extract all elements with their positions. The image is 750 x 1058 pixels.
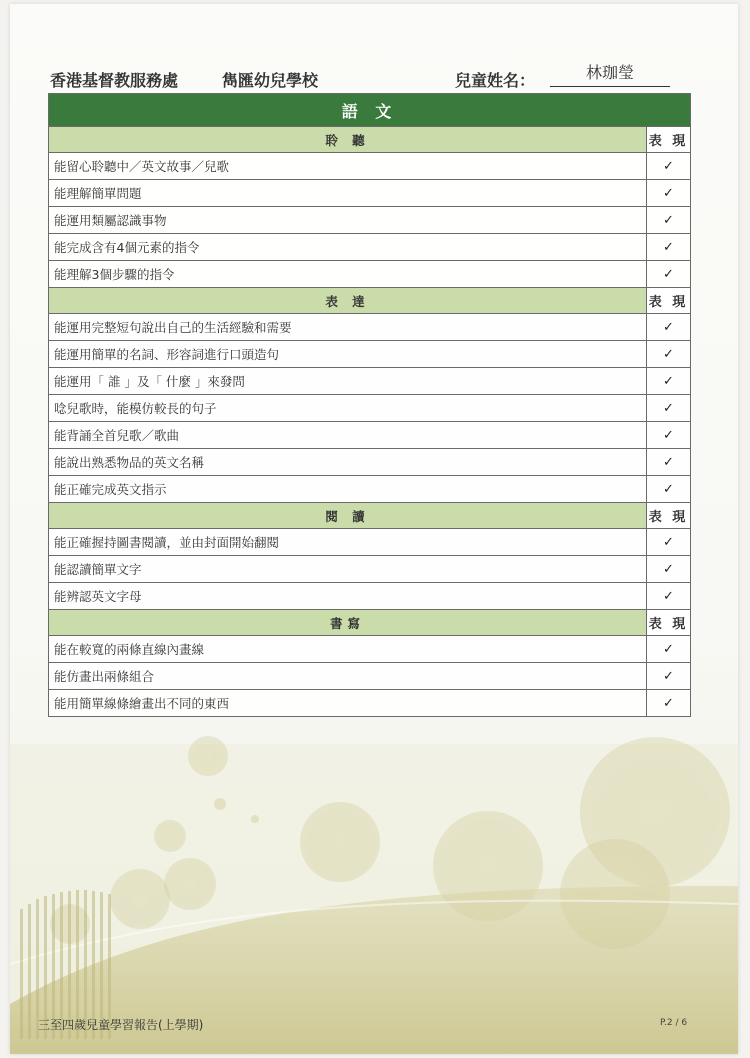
table-row bbox=[49, 314, 691, 341]
section-title-reading: 閱 讀 bbox=[49, 503, 647, 529]
check-mark: ✓ bbox=[647, 690, 691, 717]
child-name-value: 林珈瑩 bbox=[550, 60, 670, 87]
table-row bbox=[49, 341, 691, 368]
assessment-item: 能運用類屬認識事物 bbox=[49, 207, 647, 234]
assessment-item: 能辨認英文字母 bbox=[49, 583, 647, 610]
table-row bbox=[49, 234, 691, 261]
section-header-row bbox=[49, 288, 691, 314]
assessment-item: 唸兒歌時，能模仿較長的句子 bbox=[49, 395, 647, 422]
child-name-label: 兒童姓名： bbox=[455, 71, 536, 90]
check-mark: ✓ bbox=[647, 153, 691, 180]
table-row bbox=[49, 368, 691, 395]
report-header bbox=[50, 63, 690, 94]
table-row bbox=[49, 690, 691, 717]
report-title-footer: 三至四歲兒童學習報告(上學期) bbox=[38, 1018, 204, 1032]
assessment-item: 能仿畫出兩條組合 bbox=[49, 663, 647, 690]
table-row bbox=[49, 180, 691, 207]
assessment-item: 能運用「 誰 」及「 什麼 」來發問 bbox=[49, 368, 647, 395]
table-row bbox=[49, 422, 691, 449]
performance-header: 表 現 bbox=[647, 288, 691, 314]
section-header-row bbox=[49, 503, 691, 529]
assessment-item: 能用簡單線條繪畫出不同的東西 bbox=[49, 690, 647, 717]
table-row bbox=[49, 476, 691, 503]
check-mark: ✓ bbox=[647, 556, 691, 583]
assessment-item: 能說出熟悉物品的英文名稱 bbox=[49, 449, 647, 476]
table-row bbox=[49, 529, 691, 556]
page-number: P.2 / 6 bbox=[660, 1018, 688, 1028]
assessment-item: 能正確完成英文指示 bbox=[49, 476, 647, 503]
assessment-item: 能在較寬的兩條直線內畫線 bbox=[49, 636, 647, 663]
check-mark: ✓ bbox=[647, 476, 691, 503]
check-mark: ✓ bbox=[647, 529, 691, 556]
table-row bbox=[49, 556, 691, 583]
organization-name: 香港基督教服務處 bbox=[50, 71, 179, 90]
check-mark: ✓ bbox=[647, 636, 691, 663]
school-name: 雋匯幼兒學校 bbox=[222, 71, 319, 90]
check-mark: ✓ bbox=[647, 395, 691, 422]
table-row bbox=[49, 663, 691, 690]
check-mark: ✓ bbox=[647, 234, 691, 261]
section-header-row bbox=[49, 127, 691, 153]
table-row bbox=[49, 636, 691, 663]
assessment-item: 能運用簡單的名詞、形容詞進行口頭造句 bbox=[49, 341, 647, 368]
check-mark: ✓ bbox=[647, 314, 691, 341]
report-page bbox=[10, 4, 738, 1054]
table-row bbox=[49, 583, 691, 610]
check-mark: ✓ bbox=[647, 663, 691, 690]
check-mark: ✓ bbox=[647, 422, 691, 449]
performance-header: 表 現 bbox=[647, 503, 691, 529]
section-title-listening: 聆 聽 bbox=[49, 127, 647, 153]
assessment-item: 能留心聆聽中／英文故事／兒歌 bbox=[49, 153, 647, 180]
subject-title-row bbox=[49, 94, 691, 127]
check-mark: ✓ bbox=[647, 449, 691, 476]
check-mark: ✓ bbox=[647, 261, 691, 288]
assessment-item: 能運用完整短句說出自己的生活經驗和需要 bbox=[49, 314, 647, 341]
performance-header: 表 現 bbox=[647, 127, 691, 153]
table-row bbox=[49, 261, 691, 288]
table-row bbox=[49, 207, 691, 234]
assessment-item: 能理解3個步驟的指令 bbox=[49, 261, 647, 288]
check-mark: ✓ bbox=[647, 341, 691, 368]
assessment-item: 能背誦全首兒歌／歌曲 bbox=[49, 422, 647, 449]
assessment-item: 能完成含有4個元素的指令 bbox=[49, 234, 647, 261]
check-mark: ✓ bbox=[647, 180, 691, 207]
table-row bbox=[49, 449, 691, 476]
check-mark: ✓ bbox=[647, 583, 691, 610]
subject-title: 語 文 bbox=[49, 94, 691, 127]
table-row bbox=[49, 395, 691, 422]
assessment-item: 能正確握持圖書閱讀，並由封面開始翻閱 bbox=[49, 529, 647, 556]
assessment-item: 能認讀簡單文字 bbox=[49, 556, 647, 583]
section-header-row bbox=[49, 610, 691, 636]
assessment-item: 能理解簡單問題 bbox=[49, 180, 647, 207]
language-assessment-table bbox=[48, 93, 691, 717]
check-mark: ✓ bbox=[647, 368, 691, 395]
section-title-expression: 表 達 bbox=[49, 288, 647, 314]
table-row bbox=[49, 153, 691, 180]
section-title-writing: 書寫 bbox=[49, 610, 647, 636]
performance-header: 表 現 bbox=[647, 610, 691, 636]
check-mark: ✓ bbox=[647, 207, 691, 234]
